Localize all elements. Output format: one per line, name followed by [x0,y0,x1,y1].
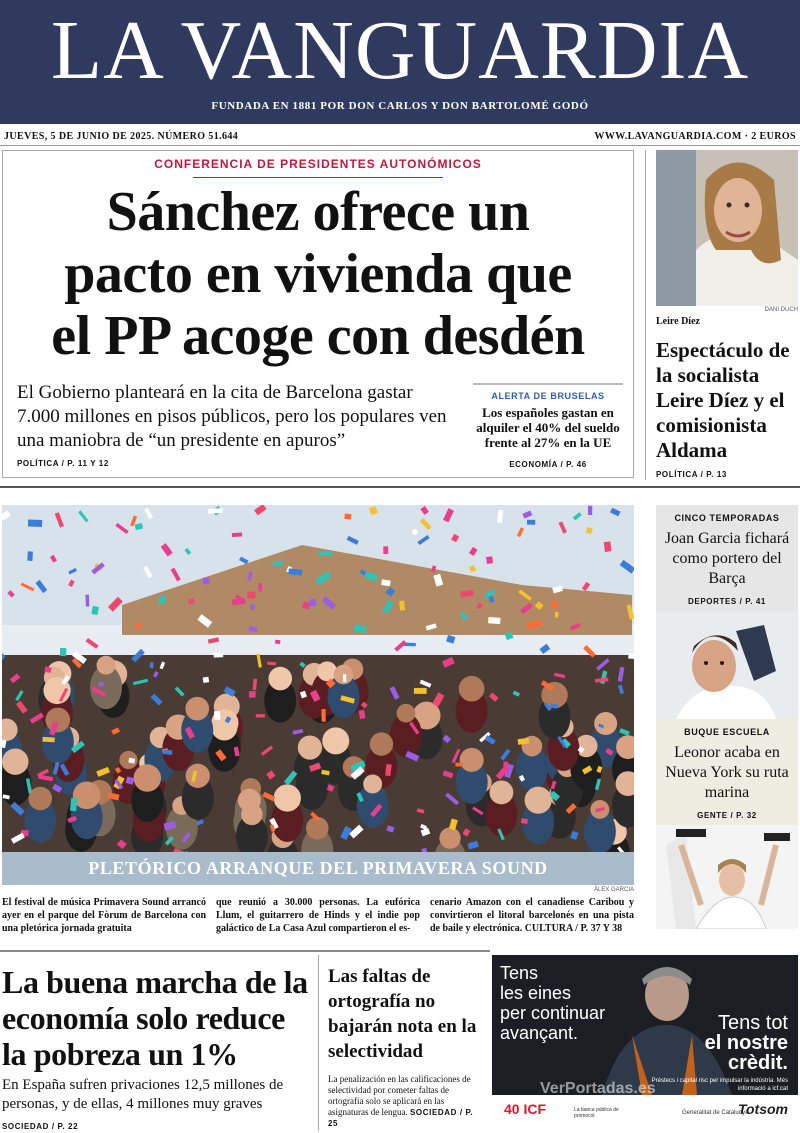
ship-kicker: BUQUE ESCUELA [684,727,770,737]
leire-diez-photo [656,150,798,306]
alert-text: Los españoles gastan en alquiler el 40% del sueldo frente al 27% en la UE [476,405,620,450]
sport-headline: Joan Garcia fichará como portero del Barça [664,530,790,587]
economy-headline[interactable]: La buena marcha de la economía solo reduce la pobreza un 1% [2,964,308,1072]
ad-right-line-2: el nostre [704,1032,788,1054]
festival-text-col-1: El festival de música Primavera Sound arrancó ayer en el parque del Fòrum de Barcelona con una pletórica jornada gratuita [2,897,206,934]
alert-box[interactable] [473,383,623,450]
ad-footer [492,1095,798,1125]
alert-kicker: ALERTA DE BRUSELAS [491,391,605,401]
lead-headline-line-2: pacto en vivienda que [64,243,572,305]
economy-page-ref: SOCIEDAD / P. 22 [2,1122,79,1131]
ship-page-ref: GENTE / P. 32 [697,811,757,820]
kicker-rule [193,177,443,178]
lead-subhead: El Gobierno planteará en la cita de Barcelona gastar 7.000 millones en pisos públicos, pero los populares ven una maniobra de “un presidente en apuros” [17,382,447,451]
lead-story[interactable] [2,150,634,478]
ad-small-print: Préstecs i capital risc per impulsar la indústria. Més informació a icf.cat [651,1078,788,1092]
newspaper-founding-line: FUNDADA EN 1881 POR DON CARLOS Y DON BARTOLOMÉ GODÓ [211,100,589,112]
lead-headline-line-1: Sánchez ofrece un [106,181,530,243]
column-divider [645,150,646,480]
masthead [0,0,800,124]
sport-kicker: CINCO TEMPORADAS [674,513,780,523]
spelling-subhead-text: La penalización en las calificaciones de selectividad por cometer faltas de ortografía solo se aplicará en las asignaturas de lengua. [328,1074,471,1117]
joan-garcia-photo [656,611,798,719]
totsom-logo: Totsom [737,1101,788,1117]
spelling-subhead [328,1074,478,1129]
sport-page-ref: DEPORTES / P. 41 [688,597,766,606]
lead-kicker: CONFERENCIA DE PRESIDENTES AUTONÓMICOS [154,157,482,171]
lead-page-ref: POLÍTICA / P. 11 Y 12 [17,459,109,468]
side-page-ref: POLÍTICA / P. 13 [656,470,727,479]
spelling-page-ref: SOCIEDAD / P. 25 [328,1108,474,1128]
photo-credit-garcia: ÀLEX GARCIA [593,887,634,893]
icf-advertisement[interactable] [492,955,798,1125]
economy-subhead: En España sufren privaciones 12,5 millones de personas, y de ellas, 4 millones muy graves [2,1077,284,1112]
watermark: VerPortadas.es [540,1080,656,1097]
ad-left-copy [500,963,605,1043]
ad-left-line-2: les eines [500,983,572,1003]
ship-headline: Leonor acaba en Nueva York su ruta marina [665,744,789,801]
dateline-rule [0,145,800,146]
spelling-headline[interactable]: Las faltas de ortografía no bajarán nota en la selectividad [328,966,477,1062]
photo-credit-duch: DANI DUCH [764,307,798,313]
lead-headline[interactable] [11,181,625,367]
ad-left-line-1: Tens [500,963,539,983]
website-price: WWW.LAVANGUARDIA.COM · 2 EUROS [594,130,796,142]
side-kicker: Leire Díez [656,316,700,327]
bottom-divider [318,955,319,1131]
lead-headline-line-3: el PP acoge con desdén [51,305,585,367]
issue-date: JUEVES, 5 DE JUNIO DE 2025. NÚMERO 51.644 [4,130,239,142]
leonor-photo [656,825,798,929]
side-headline[interactable]: Espectáculo de la socialista Leire Díez y el comisionista Aldama [656,338,790,462]
ad-left-line-3: per continuar [500,1003,606,1023]
section-rule [0,486,800,488]
bottom-rule [0,950,490,952]
ad-bank-text: La banca pública de promoció [574,1107,619,1119]
festival-text-col-2: que reunió a 30.000 personas. La eufórica Llum, el guitarrero de Hinds y el indie pop galáctico de La Casa Azul compartieron el es- [216,897,420,934]
ad-right-line-3: crèdit. [727,1052,788,1074]
gencat-logo: Generalitat de Catalunya [682,1110,749,1116]
ad-left-line-4: avançant. [500,1023,579,1043]
newspaper-title: LA VANGUARDIA [50,4,750,97]
ship-box[interactable] [656,719,798,825]
icf-logo: 40 ICF [504,1101,547,1117]
primavera-sound-photo [2,505,634,885]
ad-right-line-1: Tens tot [717,1012,788,1034]
dateline [4,128,796,144]
sport-box[interactable] [656,505,798,611]
ad-right-copy [705,1013,788,1073]
festival-text-col-3: cenario Amazon con el canadiense Caribou y convirtieron el litoral barcelonés en una pista de baile y electrónica. CULTURA / P. 37 Y 38 [430,897,634,934]
photo-caption: PLETÓRICO ARRANQUE DEL PRIMAVERA SOUND [2,852,634,885]
alert-page-ref: ECONOMÍA / P. 46 [509,460,587,469]
